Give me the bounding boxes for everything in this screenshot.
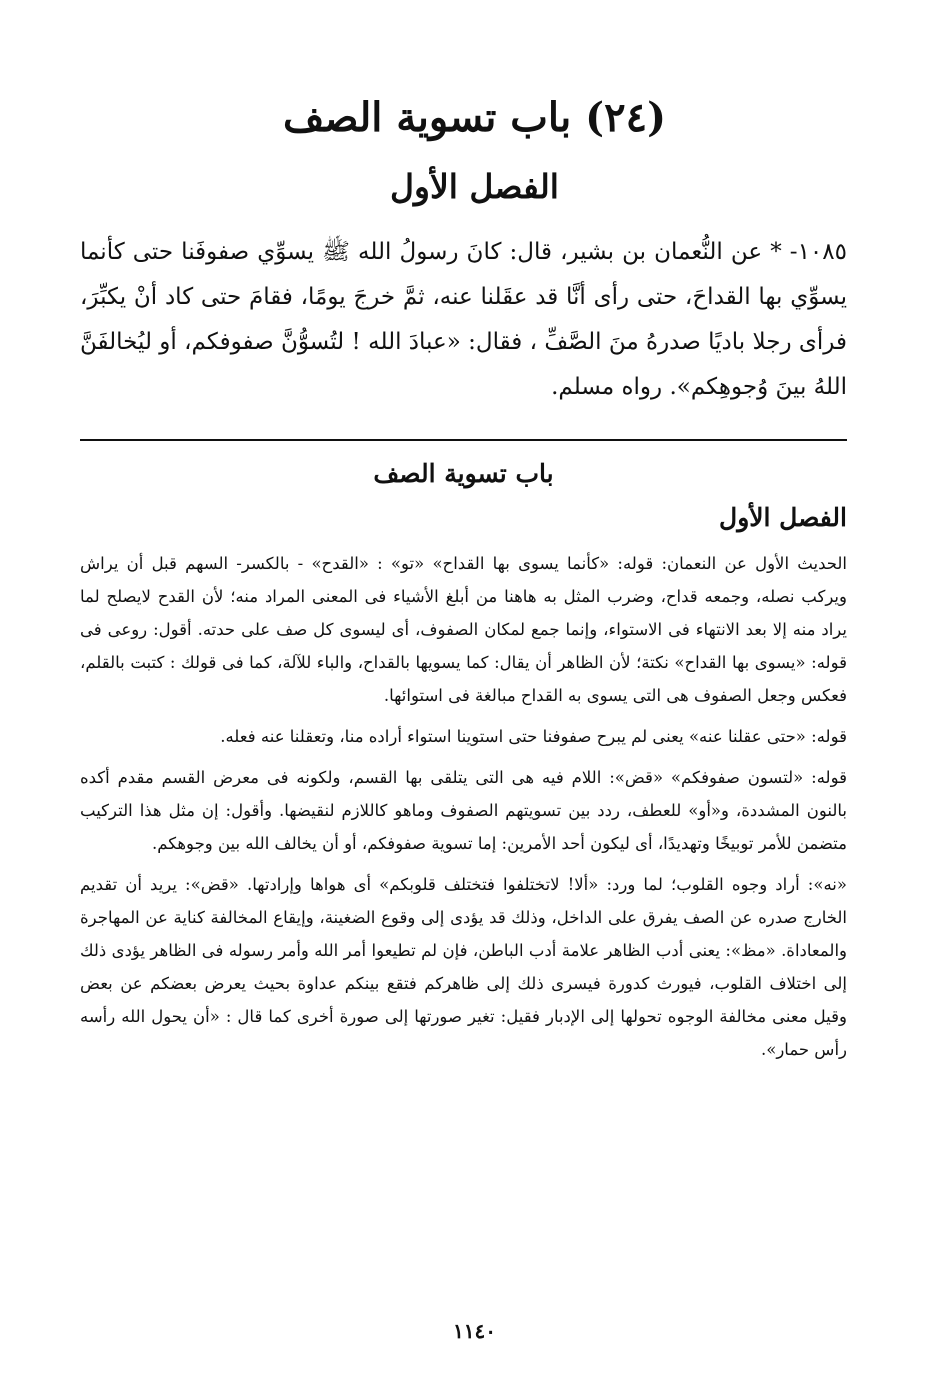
commentary-text-block <box>80 547 847 1074</box>
commentary-paragraph: «نه»: أراد وجوه القلوب؛ لما ورد: «ألا! لاتختلفوا فتختلف قلوبكم» أى هواها وإرادتها. «قض»: يريد أن تقديم الخارج صدره عن الصف يفرق على الداخل، وذلك قد يؤدى إلى وقوع الضغينة، وإيقاع المخالفة كناية عن المهاجرة والمعاداة. «مظ»: يعنى أدب الظاهر علامة أدب الباطن، فإن لم تطيعوا أمر الله وأمر رسوله فى الظاهر يؤدى ذلك إلى اختلاف القلوب، فيورث كدورة فيسرى ذلك إلى ظاهركم فتقع بينكم عداوة بحيث يعرض بعضكم عن بعض وقيل معنى مخالفة الوجوه تحولها إلى الإدبار فقيل: تغير صورتها إلى صورة أخرى كما قال : «أن يحول الله رأسه رأس حمار». <box>80 875 847 1059</box>
hadith-paragraph: ١٠٨٥- * عن النُّعمان بن بشير، قال: كانَ رسولُ الله ﷺ يسوِّي صفوفَنا حتى كأنما يسوِّي بها القداحَ، حتى رأى أنَّا قد عقَلنا عنه، ثمَّ خرجَ يومًا، فقامَ حتى كاد أنْ يكبِّرَ، فرأى رجلا باديًا صدرهُ منَ الصَّفِّ ، فقال: «عبادَ الله ! لتُسوُّنَّ صفوفكم، أو ليُخالفَنَّ اللهُ بينَ وُجوهِكم». رواه مسلم. <box>80 239 847 400</box>
commentary-paragraph: قوله: «حتى عقلنا عنه» يعنى لم يبرح صفوفنا حتى استوينا استواء أراده منا، وتعقلنا عنه فعله. <box>220 727 847 746</box>
section-divider <box>80 439 847 441</box>
commentary-paragraph: الحديث الأول عن النعمان: قوله: «كأنما يسوى بها القداح» «تو» : «القدح» - بالكسر- السهم قبل أن يراش ويركب نصله، وجمعه قداح، وضرب المثل به هاهنا من أبلغ الأشياء فى المعنى المراد منه؛ لأن القدح لايصلح لما يراد منه إلا بعد الانتهاء فى الاستواء، وإنما جمع لمكان الصفوف، أى ليسوى كل صف على حدته. أقول: روعى فى قوله: «يسوى بها القداح» نكتة؛ لأن الظاهر أن يقال: كما يسويها بالقداح، والباء للآلة، كما فى قولك : كتبت بالقلم، فعكس وجعل الصفوف هى التى يسوى به القداح مبالغة فى استوائها. <box>80 554 847 705</box>
hadith-text-block <box>80 230 847 410</box>
commentary-chapter-title: باب تسوية الصف <box>373 459 554 488</box>
commentary-section-title: الفصل الأول <box>719 503 847 532</box>
page-number: ١١٤٠ <box>453 1319 496 1343</box>
chapter-title: (٢٤) باب تسوية الصف <box>282 94 667 141</box>
section-title: الفصل الأول <box>390 167 559 206</box>
commentary-paragraph: قوله: «لتسون صفوفكم» «قض»: اللام فيه هى التى يتلقى بها القسم، ولكونه فى معرض القسم مقدم أكده بالنون المشددة، و«أو» للعطف، ردد بين تسويتهم الصفوف وماهو كاللازم لنقيضها. وأقول: إن مثل هذا التركيب متضمن للأمر توبيخًا وتهديدًا، أى ليكون أحد الأمرين: إما تسوية صفوفكم، أو أن يخالف الله بين وجوهكم. <box>80 768 847 853</box>
